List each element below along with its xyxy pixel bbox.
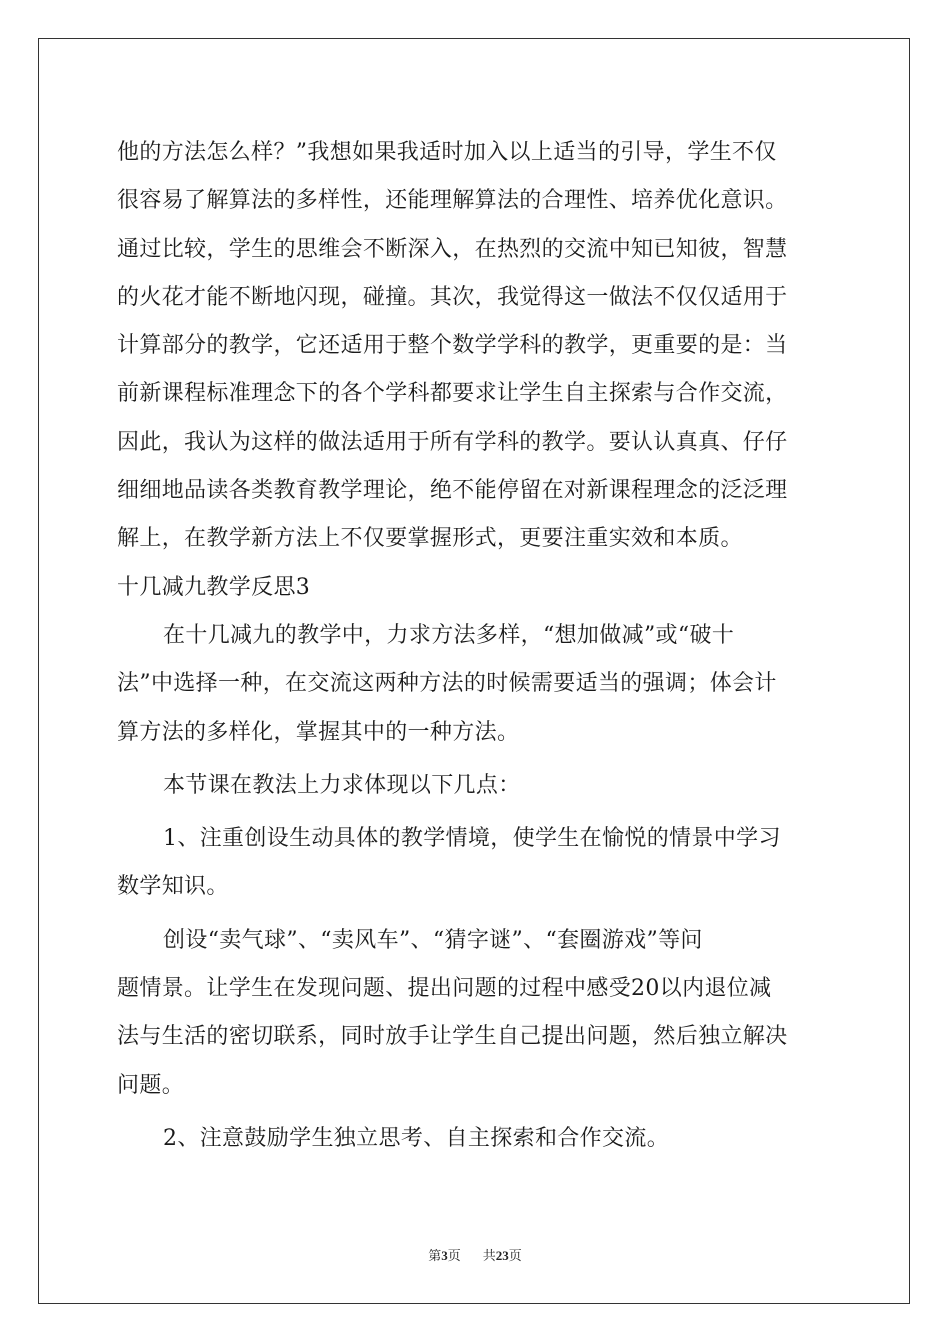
paragraph-line: 本节课在教法上力求体现以下几点： (163, 772, 521, 798)
total-prefix: 共 (482, 1249, 496, 1264)
page-prefix: 第 (428, 1249, 442, 1264)
paragraph-line: 在十几减九的教学中，力求方法多样，“想加做减”或“破十 (163, 622, 735, 648)
document-body (117, 129, 833, 1163)
paragraph-line: 创设“卖气球”、“卖风车”、“猜字谜”、“套圈游戏”等问 (163, 927, 703, 953)
paragraph-line: 通过比较，学生的思维会不断深入，在热烈的交流中知已知彼，智慧 (117, 236, 788, 262)
paragraph-line: 他的方法怎么样？”我想如果我适时加入以上适当的引导，学生不仅 (117, 140, 777, 165)
paragraph-line: 问题。 (117, 1072, 185, 1098)
section-title: 十几减九教学反思3 (117, 574, 311, 600)
paragraph-line: 算方法的多样化，掌握其中的一种方法。 (117, 719, 520, 745)
page-footer (0, 1247, 950, 1266)
list-item-line: 2、注意鼓励学生独立思考、自主探索和合作交流。 (163, 1125, 670, 1151)
total-suffix: 页 (508, 1249, 522, 1264)
page-suffix: 页 (447, 1249, 461, 1264)
paragraph-line: 前新课程标准理念下的各个学科都要求让学生自主探索与合作交流， (117, 381, 788, 407)
list-item-line: 数学知识。 (117, 874, 229, 900)
paragraph-line: 细细地品读各类教育教学理论，绝不能停留在对新课程理念的泛泛理 (117, 478, 788, 504)
paragraph-line: 法与生活的密切联系，同时放手让学生自己提出问题，然后独立解决 (117, 1024, 788, 1050)
paragraph-line: 很容易了解算法的多样性，还能理解算法的合理性、培养优化意识。 (117, 188, 788, 214)
paragraph-line: 法”中选择一种，在交流这两种方法的时候需要适当的强调；体会计 (117, 671, 777, 697)
list-item-line: 1、注重创设生动具体的教学情境，使学生在愉悦的情景中学习 (163, 826, 781, 852)
paragraph-line: 因此，我认为这样的做法适用于所有学科的教学。要认认真真、仔仔 (117, 429, 788, 455)
paragraph-line: 的火花才能不断地闪现，碰撞。其次，我觉得这一做法不仅仅适用于 (117, 284, 788, 310)
paragraph-line: 解上，在教学新方法上不仅要掌握形式，更要注重实效和本质。 (117, 526, 743, 552)
paragraph-line: 题情景。让学生在发现问题、提出问题的过程中感受20以内退位减 (117, 976, 772, 1002)
total-pages: 23 (495, 1248, 509, 1263)
paragraph-line: 计算部分的教学，它还适用于整个数学学科的教学，更重要的是：当 (117, 333, 788, 359)
page-number: 3 (441, 1248, 448, 1263)
